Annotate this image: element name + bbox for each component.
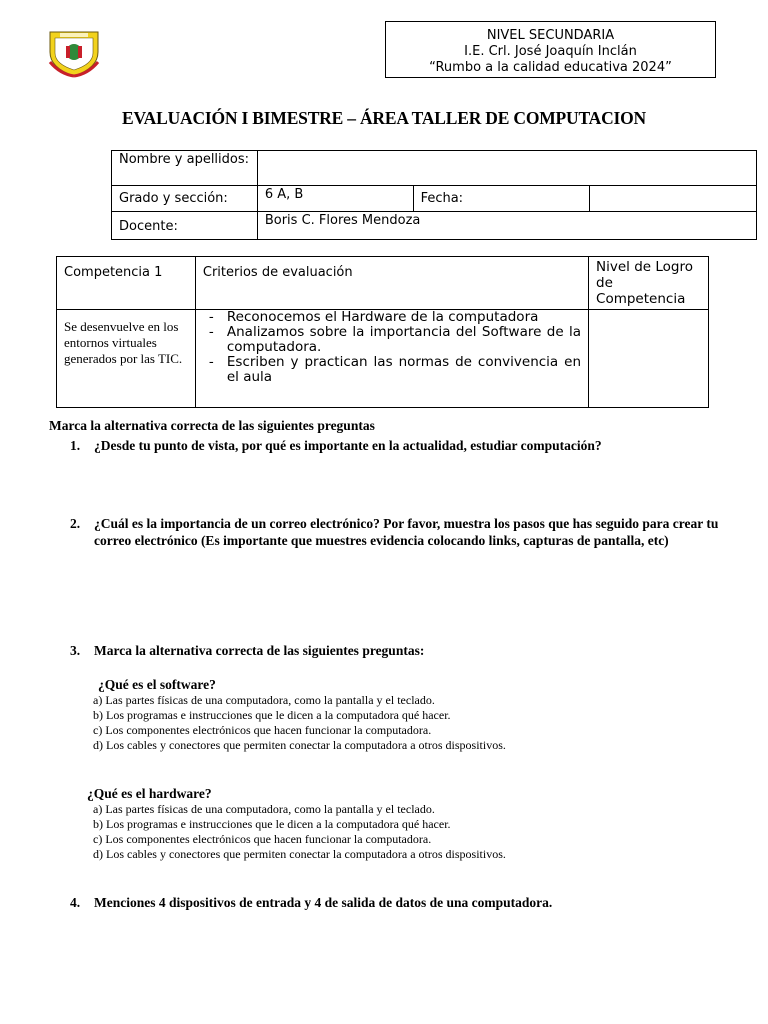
criteria-item: - Escriben y practican las normas de convivencia en el aula — [203, 355, 581, 385]
instruction-text: Marca la alternativa correcta de las siguientes preguntas — [49, 418, 375, 433]
name-label: Nombre y apellidos: — [112, 151, 258, 186]
criteria-item: - Analizamos sobre la importancia del Software de la computadora. — [203, 325, 581, 355]
date-label: Fecha: — [413, 186, 590, 212]
software-option-c[interactable]: c) Los componentes electrónicos que hacen funcionar la computadora. — [93, 723, 432, 737]
teacher-label: Docente: — [112, 212, 258, 240]
software-question-title: ¿Qué es el software? — [98, 677, 216, 692]
hardware-option-c[interactable]: c) Los componentes electrónicos que hacen funcionar la computadora. — [93, 832, 432, 846]
school-header-box — [385, 21, 716, 78]
competency-table — [56, 256, 709, 408]
grade-label: Grado y sección: — [112, 186, 258, 212]
header-level: NIVEL SECUNDARIA — [486, 28, 615, 43]
exam-title: EVALUACIÓN I BIMESTRE – ÁREA TALLER DE COMPUTACION — [122, 108, 646, 128]
grade-value: 6 A, B — [257, 186, 413, 212]
software-option-a[interactable]: a) Las partes físicas de una computadora, como la pantalla y el teclado. — [93, 693, 435, 707]
hardware-question — [86, 786, 506, 862]
teacher-value: Boris C. Flores Mendoza — [257, 212, 756, 240]
question-text: Menciones 4 dispositivos de entrada y 4 de salida de datos de una computadora. — [94, 895, 553, 910]
achievement-level-header: Nivel de Logro de Competencia — [589, 257, 709, 310]
school-crest-logo — [46, 28, 102, 78]
date-field[interactable] — [590, 186, 757, 212]
name-field[interactable] — [257, 151, 756, 186]
criteria-header: Criterios de evaluación — [195, 257, 588, 310]
hardware-option-a[interactable]: a) Las partes físicas de una computadora, como la pantalla y el teclado. — [93, 802, 435, 816]
hardware-option-d[interactable]: d) Los cables y conectores que permiten conectar la computadora a otros dispositivos. — [93, 847, 506, 861]
header-school-name: I.E. Crl. José Joaquín Inclán — [464, 44, 637, 59]
question-number: 3. — [70, 643, 81, 658]
competency-description: Se desenvuelve en los entornos virtuales generados por las TIC. — [57, 310, 196, 408]
question-number: 4. — [70, 895, 81, 910]
question-text: Marca la alternativa correcta de las siguientes preguntas: — [94, 643, 425, 658]
competency-header: Competencia 1 — [57, 257, 196, 310]
question-number: 2. — [70, 516, 81, 531]
hardware-option-b[interactable]: b) Los programas e instrucciones que le dicen a la computadora qué hacer. — [93, 817, 451, 831]
criteria-item: - Reconocemos el Hardware de la computadora — [203, 310, 581, 325]
question-number: 1. — [70, 438, 81, 453]
hardware-question-title: ¿Qué es el hardware? — [87, 786, 212, 801]
question-text: ¿Cuál es la importancia de un correo electrónico? Por favor, muestra los pasos que has seguido para crear tu correo electrónico (Es importante que muestres evidencia colocando links, capturas de pantalla, etc) — [94, 516, 719, 548]
software-question — [93, 677, 506, 753]
header-motto: “Rumbo a la calidad educativa 2024” — [429, 60, 672, 75]
question-text: ¿Desde tu punto de vista, por qué es importante en la actualidad, estudiar computación? — [94, 438, 602, 453]
achievement-level-field[interactable] — [589, 310, 709, 408]
student-info-table — [111, 150, 757, 240]
software-option-b[interactable]: b) Los programas e instrucciones que le dicen a la computadora qué hacer. — [93, 708, 451, 722]
software-option-d[interactable]: d) Los cables y conectores que permiten conectar la computadora a otros dispositivos. — [93, 738, 506, 752]
criteria-list — [203, 310, 581, 385]
